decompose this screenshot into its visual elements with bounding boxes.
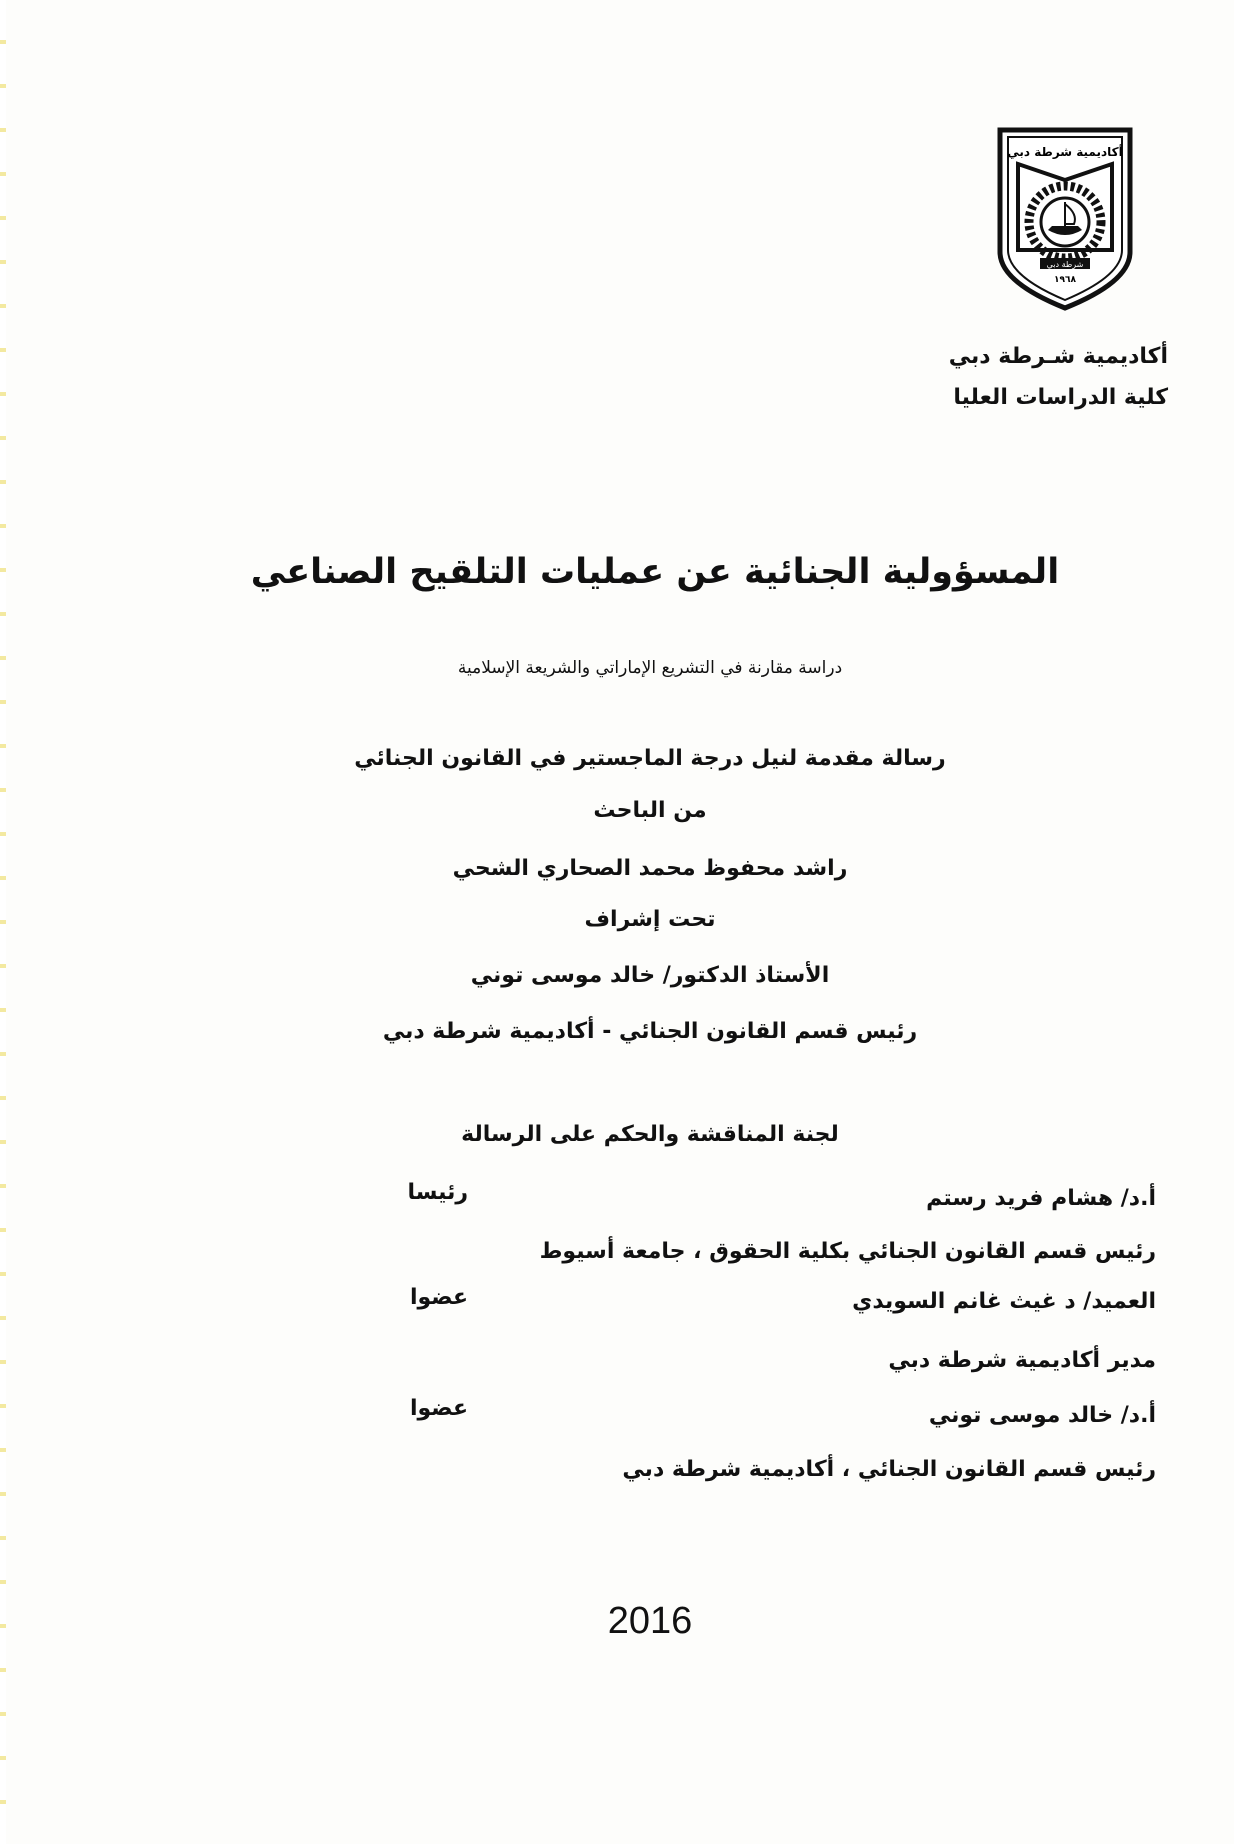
by-researcher-label: من الباحث	[593, 798, 707, 823]
supervisor-role: رئيس قسم القانون الجنائي - أكاديمية شرطة دبي	[382, 1019, 918, 1044]
member-name: أ.د/ خالد موسى توني	[928, 1403, 1156, 1428]
college-name: كلية الدراسات العليا	[953, 385, 1168, 410]
member-role: عضوا	[409, 1396, 468, 1421]
supervision-label: تحت إشراف	[584, 907, 716, 932]
thesis-subtitle: دراسة مقارنة في التشريع الإماراتي والشريعة الإسلامية	[457, 658, 843, 678]
member-name: العميد/ د غيث غانم السويدي	[852, 1289, 1156, 1314]
degree-statement: رسالة مقدمة لنيل درجة الماجستير في القانون الجنائي	[354, 746, 946, 771]
svg-text:شرطة دبي: شرطة دبي	[1046, 260, 1084, 269]
member-name: أ.د/ هشام فريد رستم	[926, 1186, 1156, 1211]
committee-heading: لجنة المناقشة والحكم على الرسالة	[461, 1122, 839, 1147]
researcher-name: راشد محفوظ محمد الصحاري الشحي	[452, 856, 848, 881]
year: 2016	[607, 1600, 693, 1642]
thesis-title: المسؤولية الجنائية عن عمليات التلقيح الصناعي	[250, 552, 1060, 592]
supervisor-name: الأستاذ الدكتور/ خالد موسى توني	[470, 963, 830, 988]
member-role: عضوا	[409, 1285, 468, 1310]
member-position: رئيس قسم القانون الجنائي ، أكاديمية شرطة دبي	[622, 1457, 1156, 1482]
member-position: رئيس قسم القانون الجنائي بكلية الحقوق ، جامعة أسيوط	[539, 1239, 1156, 1264]
academy-logo	[990, 122, 1140, 312]
member-position: مدير أكاديمية شرطة دبي	[888, 1348, 1156, 1373]
member-role: رئيسا	[407, 1180, 468, 1205]
svg-text:١٩٦٨: ١٩٦٨	[1054, 275, 1076, 285]
svg-text:أكاديمية شرطة دبي: أكاديمية شرطة دبي	[1007, 145, 1123, 159]
academy-name: أكاديمية شـرطة دبي	[948, 344, 1168, 369]
